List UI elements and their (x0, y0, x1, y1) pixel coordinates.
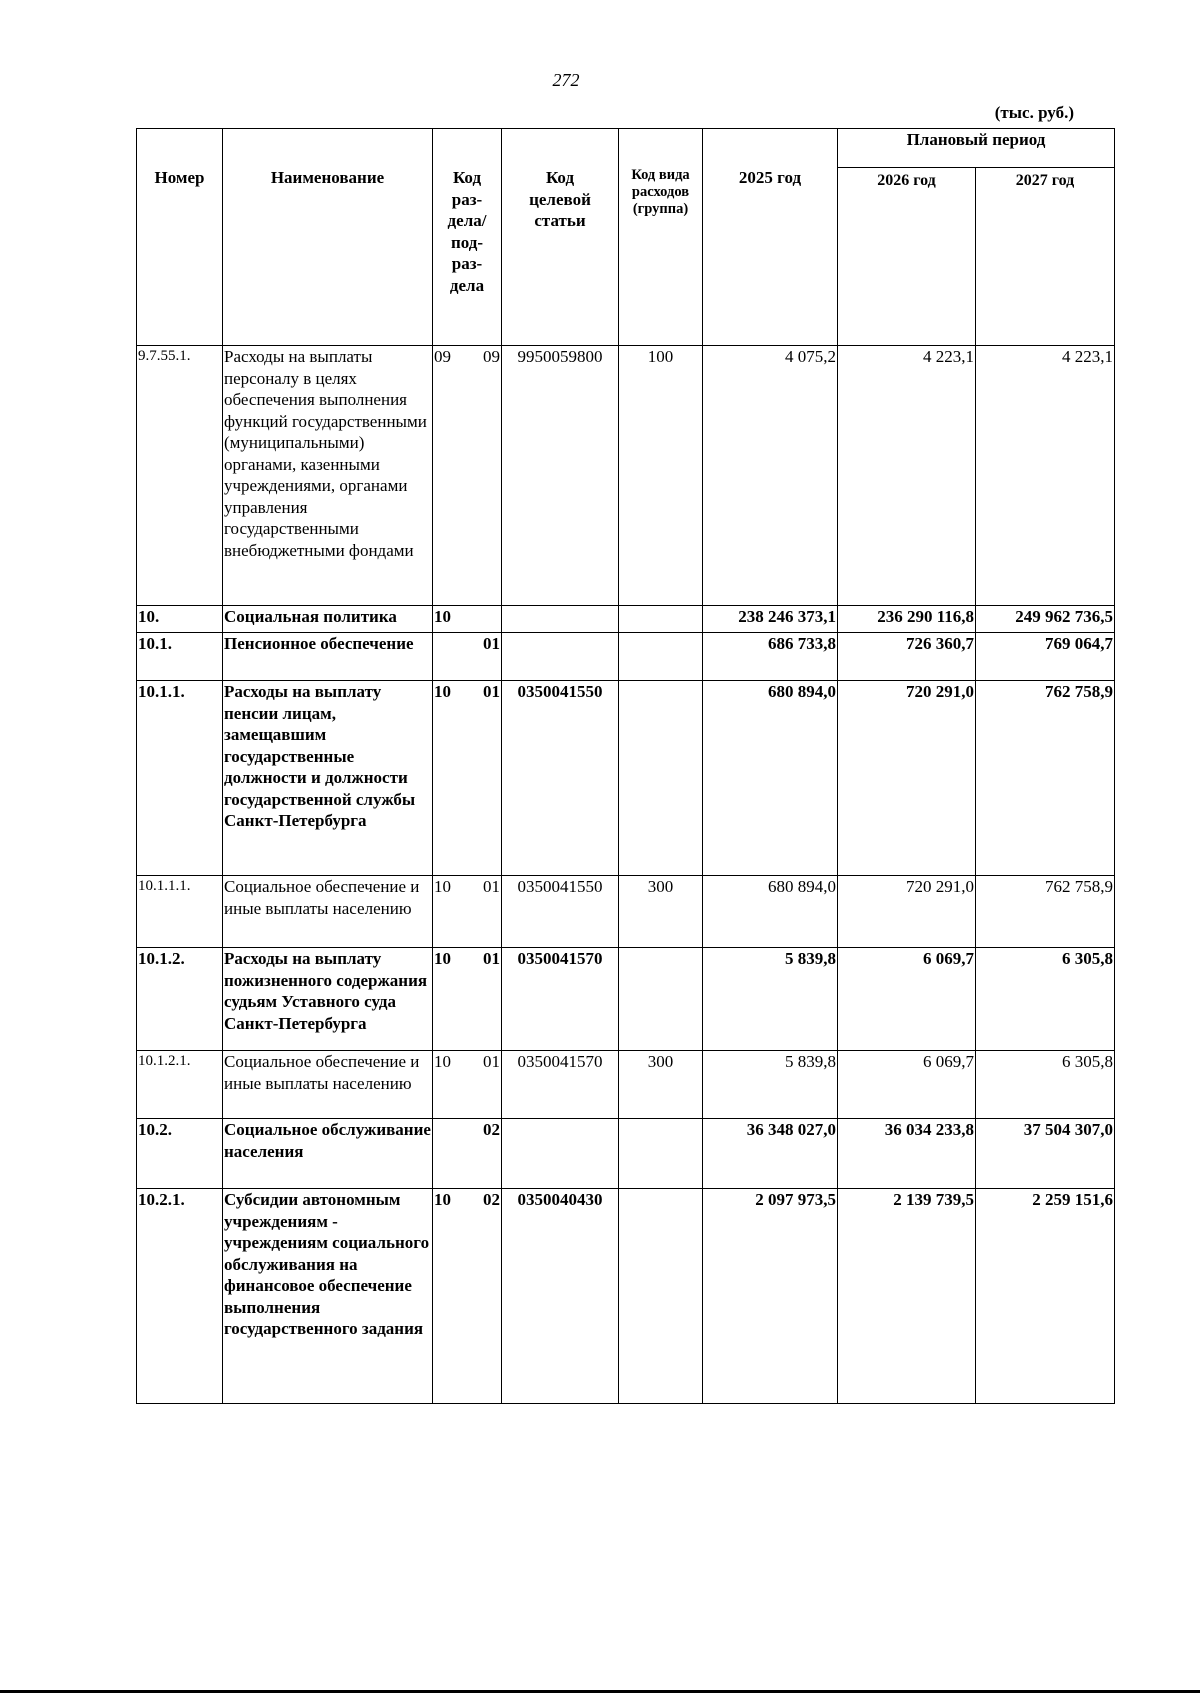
row-kvr: 300 (619, 876, 703, 948)
header-kcs: Код целевой статьи (502, 129, 619, 346)
row-kcs: 0350040430 (502, 1189, 619, 1404)
podrazdel-code: 01 (483, 682, 500, 701)
row-kvr (619, 948, 703, 1051)
row-kcs (502, 606, 619, 633)
podrazdel-code: 01 (483, 877, 500, 896)
row-name: Расходы на выплаты персоналу в целях обеспечения выполнения функций государственными (муниципальными) органами, казенными учреждениями, органами управления государственными внебюджетными фондами (223, 346, 433, 606)
row-kvr (619, 681, 703, 876)
row-value-2026: 726 360,7 (838, 633, 976, 681)
row-razdel (433, 633, 502, 681)
table-body (137, 346, 1115, 1404)
header-plan-period: Плановый период (838, 129, 1115, 168)
row-kvr: 300 (619, 1051, 703, 1119)
table-row (137, 346, 1115, 606)
table-row (137, 681, 1115, 876)
header-2026: 2026 год (838, 168, 976, 346)
row-value-2026: 720 291,0 (838, 876, 976, 948)
razdel-code: 10 (434, 949, 451, 968)
row-value-2025: 238 246 373,1 (703, 606, 838, 633)
row-value-2027: 769 064,7 (976, 633, 1115, 681)
row-value-2026: 6 069,7 (838, 1051, 976, 1119)
row-razdel (433, 1119, 502, 1189)
row-razdel (433, 681, 502, 876)
row-value-2027: 249 962 736,5 (976, 606, 1115, 633)
table-row (137, 1189, 1115, 1404)
row-name: Субсидии автономным учреждениям - учреждениям социального обслуживания на финансовое обеспечение выполнения государственного задания (223, 1189, 433, 1404)
razdel-code: 10 (434, 607, 451, 626)
row-kcs: 0350041570 (502, 1051, 619, 1119)
row-number: 10.1. (137, 633, 223, 681)
row-name: Пенсионное обеспечение (223, 633, 433, 681)
table-row (137, 633, 1115, 681)
row-value-2025: 36 348 027,0 (703, 1119, 838, 1189)
row-value-2026: 720 291,0 (838, 681, 976, 876)
header-razdel: Код раз- дела/ под- раз- дела (433, 129, 502, 346)
header-row-1 (137, 129, 1115, 168)
row-name: Социальная политика (223, 606, 433, 633)
row-value-2027: 2 259 151,6 (976, 1189, 1115, 1404)
row-number: 10. (137, 606, 223, 633)
row-value-2027: 37 504 307,0 (976, 1119, 1115, 1189)
row-razdel (433, 948, 502, 1051)
header-number: Номер (137, 129, 223, 346)
row-value-2025: 4 075,2 (703, 346, 838, 606)
budget-table (136, 128, 1115, 1404)
row-razdel (433, 1051, 502, 1119)
razdel-code: 10 (434, 1052, 451, 1071)
header-kvr: Код вида расходов (группа) (619, 129, 703, 346)
row-value-2027: 6 305,8 (976, 1051, 1115, 1119)
row-value-2025: 5 839,8 (703, 948, 838, 1051)
podrazdel-code: 09 (483, 347, 500, 366)
header-name: Наименование (223, 129, 433, 346)
header-2025: 2025 год (703, 129, 838, 346)
razdel-code: 09 (434, 347, 451, 366)
row-kvr (619, 1119, 703, 1189)
row-kcs (502, 1119, 619, 1189)
row-kvr: 100 (619, 346, 703, 606)
row-kcs (502, 633, 619, 681)
table-row (137, 876, 1115, 948)
row-name: Социальное обеспечение и иные выплаты населению (223, 876, 433, 948)
row-kcs: 0350041550 (502, 876, 619, 948)
row-kcs: 9950059800 (502, 346, 619, 606)
header-2027: 2027 год (976, 168, 1115, 346)
bottom-rule (0, 1690, 1200, 1693)
row-kcs: 0350041570 (502, 948, 619, 1051)
row-value-2026: 2 139 739,5 (838, 1189, 976, 1404)
podrazdel-code: 01 (483, 949, 500, 968)
podrazdel-code: 01 (483, 1052, 500, 1071)
row-value-2026: 36 034 233,8 (838, 1119, 976, 1189)
row-razdel (433, 606, 502, 633)
table-row (137, 1119, 1115, 1189)
row-number: 10.1.1.1. (137, 876, 223, 948)
units-label: (тыс. руб.) (994, 103, 1074, 122)
row-value-2025: 686 733,8 (703, 633, 838, 681)
row-value-2026: 4 223,1 (838, 346, 976, 606)
podrazdel-code: 02 (483, 1120, 500, 1139)
table-row (137, 1051, 1115, 1119)
row-number: 10.1.2.1. (137, 1051, 223, 1119)
row-razdel (433, 346, 502, 606)
row-number: 10.1.1. (137, 681, 223, 876)
row-value-2027: 6 305,8 (976, 948, 1115, 1051)
table-row (137, 606, 1115, 633)
row-value-2027: 762 758,9 (976, 681, 1115, 876)
row-number: 10.1.2. (137, 948, 223, 1051)
podrazdel-code: 01 (483, 634, 500, 653)
row-number: 10.2.1. (137, 1189, 223, 1404)
row-value-2025: 680 894,0 (703, 876, 838, 948)
podrazdel-code: 02 (483, 1190, 500, 1209)
row-kvr (619, 633, 703, 681)
row-kvr (619, 606, 703, 633)
row-value-2027: 762 758,9 (976, 876, 1115, 948)
row-name: Социальное обслуживание населения (223, 1119, 433, 1189)
row-name: Расходы на выплату пенсии лицам, замещавшим государственные должности и должности государственной службы Санкт-Петербурга (223, 681, 433, 876)
row-name: Расходы на выплату пожизненного содержания судьям Уставного суда Санкт-Петербурга (223, 948, 433, 1051)
row-kcs: 0350041550 (502, 681, 619, 876)
razdel-code: 10 (434, 682, 451, 701)
row-razdel (433, 1189, 502, 1404)
row-value-2027: 4 223,1 (976, 346, 1115, 606)
table-row (137, 948, 1115, 1051)
row-value-2026: 6 069,7 (838, 948, 976, 1051)
razdel-code: 10 (434, 877, 451, 896)
row-value-2026: 236 290 116,8 (838, 606, 976, 633)
row-value-2025: 5 839,8 (703, 1051, 838, 1119)
razdel-code: 10 (434, 1190, 451, 1209)
row-razdel (433, 876, 502, 948)
row-name: Социальное обеспечение и иные выплаты населению (223, 1051, 433, 1119)
row-kvr (619, 1189, 703, 1404)
row-value-2025: 680 894,0 (703, 681, 838, 876)
row-number: 9.7.55.1. (137, 346, 223, 606)
page-number: 272 (552, 70, 580, 90)
row-value-2025: 2 097 973,5 (703, 1189, 838, 1404)
row-number: 10.2. (137, 1119, 223, 1189)
